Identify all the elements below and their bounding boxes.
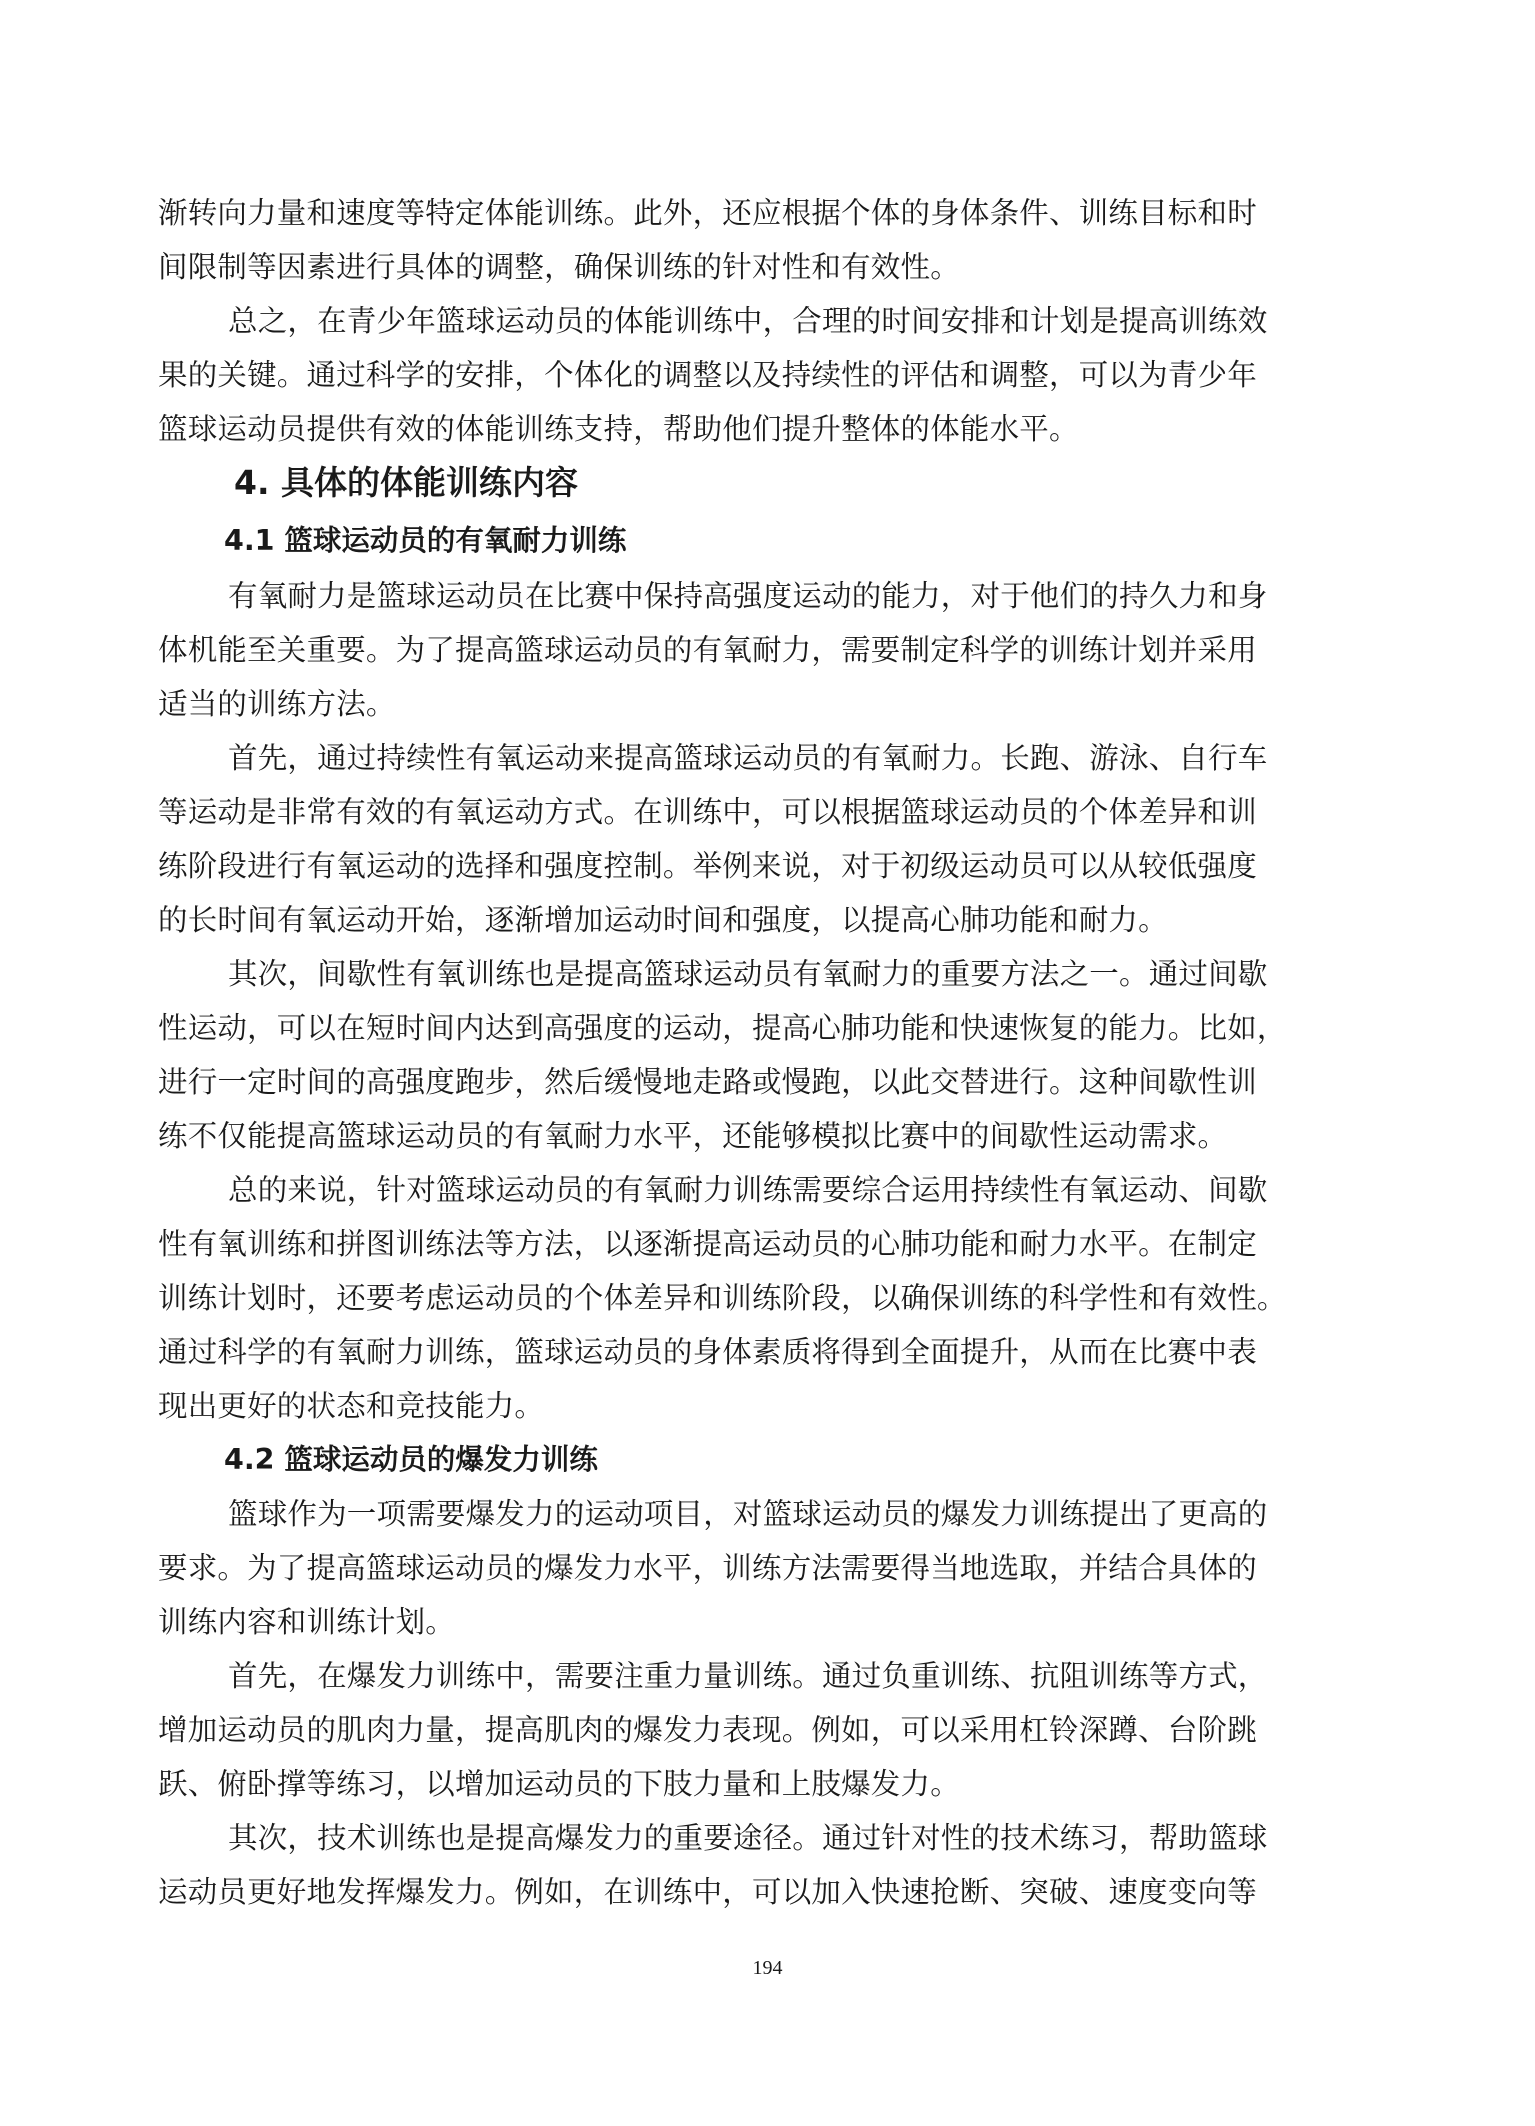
page-number: 194 [752, 1957, 783, 1979]
text-line: 运动员更好地发挥爆发力。例如，在训练中，可以加入快速抢断、突破、速度变向等 [158, 1875, 1257, 1909]
text-line: 适当的训练方法。 [158, 687, 396, 721]
text-line: 有氧耐力是篮球运动员在比赛中保持高强度运动的能力，对于他们的持久力和身 [228, 579, 1268, 613]
text-line: 首先，通过持续性有氧运动来提高篮球运动员的有氧耐力。长跑、游泳、自行车 [228, 741, 1268, 775]
text-line: 训练计划时，还要考虑运动员的个体差异和训练阶段，以确保训练的科学性和有效性。 [158, 1281, 1287, 1315]
text-line: 间限制等因素进行具体的调整，确保训练的针对性和有效性。 [158, 250, 960, 284]
text-line: 的长时间有氧运动开始，逐渐增加运动时间和强度，以提高心肺功能和耐力。 [158, 903, 1168, 937]
text-line: 等运动是非常有效的有氧运动方式。在训练中，可以根据篮球运动员的个体差异和训 [158, 795, 1257, 829]
text-line: 首先，在爆发力训练中，需要注重力量训练。通过负重训练、抗阻训练等方式， [228, 1659, 1268, 1693]
text-line: 体机能至关重要。为了提高篮球运动员的有氧耐力，需要制定科学的训练计划并采用 [158, 633, 1257, 667]
text-line: 篮球运动员提供有效的体能训练支持，帮助他们提升整体的体能水平。 [158, 412, 1079, 446]
text-line: 训练内容和训练计划。 [158, 1605, 456, 1639]
text-line: 练不仅能提高篮球运动员的有氧耐力水平，还能够模拟比赛中的间歇性运动需求。 [158, 1119, 1228, 1153]
text-line: 进行一定时间的高强度跑步，然后缓慢地走路或慢跑，以此交替进行。这种间歇性训 [158, 1065, 1257, 1099]
text-line: 增加运动员的肌肉力量，提高肌肉的爆发力表现。例如，可以采用杠铃深蹲、台阶跳 [158, 1713, 1257, 1747]
subsection-heading: 4.2 篮球运动员的爆发力训练 [224, 1443, 598, 1476]
text-line: 总之，在青少年篮球运动员的体能训练中，合理的时间安排和计划是提高训练效 [228, 304, 1268, 338]
text-line: 通过科学的有氧耐力训练，篮球运动员的身体素质将得到全面提升，从而在比赛中表 [158, 1335, 1257, 1369]
text-line: 其次，技术训练也是提高爆发力的重要途径。通过针对性的技术练习，帮助篮球 [228, 1821, 1268, 1855]
text-line: 现出更好的状态和竞技能力。 [158, 1389, 545, 1423]
text-line: 要求。为了提高篮球运动员的爆发力水平，训练方法需要得当地选取，并结合具体的 [158, 1551, 1257, 1585]
section-heading: 4. 具体的体能训练内容 [234, 463, 578, 502]
text-line: 性有氧训练和拼图训练法等方法，以逐渐提高运动员的心肺功能和耐力水平。在制定 [158, 1227, 1257, 1261]
text-line: 总的来说，针对篮球运动员的有氧耐力训练需要综合运用持续性有氧运动、间歇 [228, 1173, 1268, 1207]
text-line: 性运动，可以在短时间内达到高强度的运动，提高心肺功能和快速恢复的能力。比如， [158, 1011, 1287, 1045]
text-line: 跃、俯卧撑等练习，以增加运动员的下肢力量和上肢爆发力。 [158, 1767, 960, 1801]
text-line: 果的关键。通过科学的安排，个体化的调整以及持续性的评估和调整，可以为青少年 [158, 358, 1257, 392]
text-line: 渐转向力量和速度等特定体能训练。此外，还应根据个体的身体条件、训练目标和时 [158, 196, 1257, 230]
text-line: 篮球作为一项需要爆发力的运动项目，对篮球运动员的爆发力训练提出了更高的 [228, 1497, 1268, 1531]
text-line: 练阶段进行有氧运动的选择和强度控制。举例来说，对于初级运动员可以从较低强度 [158, 849, 1257, 883]
subsection-heading: 4.1 篮球运动员的有氧耐力训练 [224, 524, 627, 557]
text-line: 其次，间歇性有氧训练也是提高篮球运动员有氧耐力的重要方法之一。通过间歇 [228, 957, 1268, 991]
